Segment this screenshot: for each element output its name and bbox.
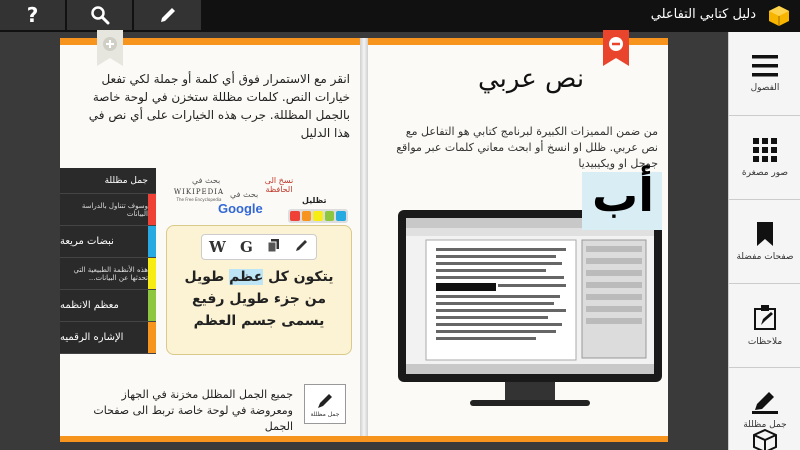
highlighter-icon (315, 391, 335, 411)
bookmark-icon (757, 222, 773, 246)
sample-text-line: يسمى جسم العظم (193, 313, 325, 329)
color-chip-red[interactable] (290, 211, 300, 221)
copy-button[interactable] (267, 238, 281, 256)
text-options-popup (166, 225, 352, 355)
highlight-row-text: وسوف تتناول بالدراسة البيانات (81, 201, 148, 218)
highlight-callout-label: تظليل (302, 196, 327, 205)
sidebar-item-label: جمل مظللة (743, 419, 787, 430)
highlight-row[interactable] (60, 226, 156, 258)
left-page-intro: انقر مع الاستمرار فوق أي كلمة أو جملة لكي تفعل خيارات النص. كلمات مظللة ستخزن في لوحة خاصة بالجمل المظللة. جرب هذه الخيارات على أي نص في هذا الدليل (88, 72, 350, 140)
copy-icon (267, 238, 281, 252)
right-sidebar (728, 32, 800, 450)
grid-icon (753, 138, 777, 162)
pen-icon (295, 238, 309, 252)
highlight-row-text: نبضات مريعة (60, 236, 114, 247)
highlights-panel-header: جمل مظللة (60, 168, 156, 194)
pencil-icon (159, 6, 177, 24)
text-options-toolbar (201, 234, 317, 260)
wikipedia-search-button[interactable]: W (209, 238, 226, 256)
highlight-color-bar (148, 226, 156, 257)
notes-icon (753, 305, 777, 331)
sample-text-part: يتكون كل (263, 269, 334, 285)
highlight-row[interactable] (60, 322, 156, 354)
google-search-button[interactable]: G (239, 238, 253, 256)
monitor-screen (406, 218, 654, 374)
highlight-row[interactable] (60, 290, 156, 322)
highlight-row-text: الإشاره الرقميه (60, 332, 124, 343)
app-title: دليل كتابي التفاعلي (650, 7, 756, 22)
help-button[interactable]: ? (0, 0, 66, 30)
sidebar-item-label: الفصول (750, 82, 780, 93)
app-logo-icon (768, 5, 790, 27)
sidebar-item-label: ملاحظات (747, 336, 783, 347)
highlight-row[interactable] (60, 194, 156, 226)
search-icon (90, 5, 110, 25)
color-chip-yellow[interactable] (313, 211, 323, 221)
highlight-color-bar (148, 322, 156, 353)
monitor-stand-base (470, 400, 590, 406)
popup-sample-text (175, 266, 343, 332)
color-chip-green[interactable] (325, 211, 335, 221)
sidebar-item-label: صفحات مفضلة (736, 251, 794, 262)
wikipedia-logo: WIKIPEDIA (173, 188, 225, 196)
highlight-row-text: هذه الأنظمة الطبيعية التي تحدثها عن البيانات... (73, 265, 148, 282)
edit-button[interactable] (134, 0, 202, 30)
add-bookmark-ribbon[interactable] (97, 30, 123, 66)
highlight-pen-button[interactable] (295, 238, 309, 256)
monitor-stand (505, 382, 555, 402)
book-spine (360, 38, 368, 442)
search-button[interactable] (67, 0, 133, 30)
sidebar-item-label: صور مصغرة (741, 167, 789, 178)
menu-icon (752, 55, 778, 77)
highlight-color-picker[interactable] (288, 209, 348, 223)
highlights-icon-label: جمل مظللة (310, 410, 340, 418)
sidebar-item-thumbnails[interactable] (729, 116, 800, 200)
highlighted-word[interactable]: عظم (229, 269, 264, 285)
highlights-icon-box (304, 384, 346, 424)
sidebar-item-notes[interactable] (729, 284, 800, 368)
sidebar-item-chapters[interactable] (729, 32, 800, 116)
wikipedia-callout-label: بحث في (192, 176, 221, 185)
top-bar (0, 0, 800, 32)
sidebar-item-favorites[interactable] (729, 200, 800, 284)
left-page-footer-text: جميع الجمل المظلل مخزنة في الجهاز ومعروضة في لوحة خاصة تربط الى صفحات الجمل (93, 388, 293, 433)
editor-screenshot-image (406, 218, 654, 374)
wikipedia-tagline: The Free Encyclopedia (176, 197, 222, 202)
sidebar-item-box[interactable] (729, 426, 800, 450)
highlight-color-bar (148, 258, 156, 289)
box-icon (753, 429, 777, 450)
highlight-color-bar (148, 194, 156, 225)
arabic-letters: أب (592, 168, 654, 222)
highlight-row-text: معظم الانظمه (60, 300, 119, 311)
right-page-title: نص عربي (477, 64, 585, 94)
highlight-row[interactable] (60, 258, 156, 290)
highlight-color-bar (148, 290, 156, 321)
page-bottom-edge (60, 436, 668, 442)
google-logo: Google (218, 201, 263, 216)
highlights-panel (60, 168, 156, 354)
copy-callout-label: نسخ الى الحافظة (264, 176, 294, 194)
color-chip-blue[interactable] (336, 211, 346, 221)
sample-text-line: من جزء طويل رفيع (191, 291, 327, 307)
highlighter-icon (752, 390, 778, 414)
google-callout-label: بحث في (230, 190, 259, 199)
color-chip-orange[interactable] (302, 211, 312, 221)
remove-bookmark-ribbon[interactable] (603, 30, 629, 66)
sample-text-part: طويل (184, 269, 230, 285)
right-page-body: من ضمن المميزات الكبيرة لبرنامج كتابي هو التفاعل مع نص عربي. ظلل او انسخ أو ابحث معاني كلمات عبر مواقع جوجل او ويكيبيديا (396, 125, 658, 170)
